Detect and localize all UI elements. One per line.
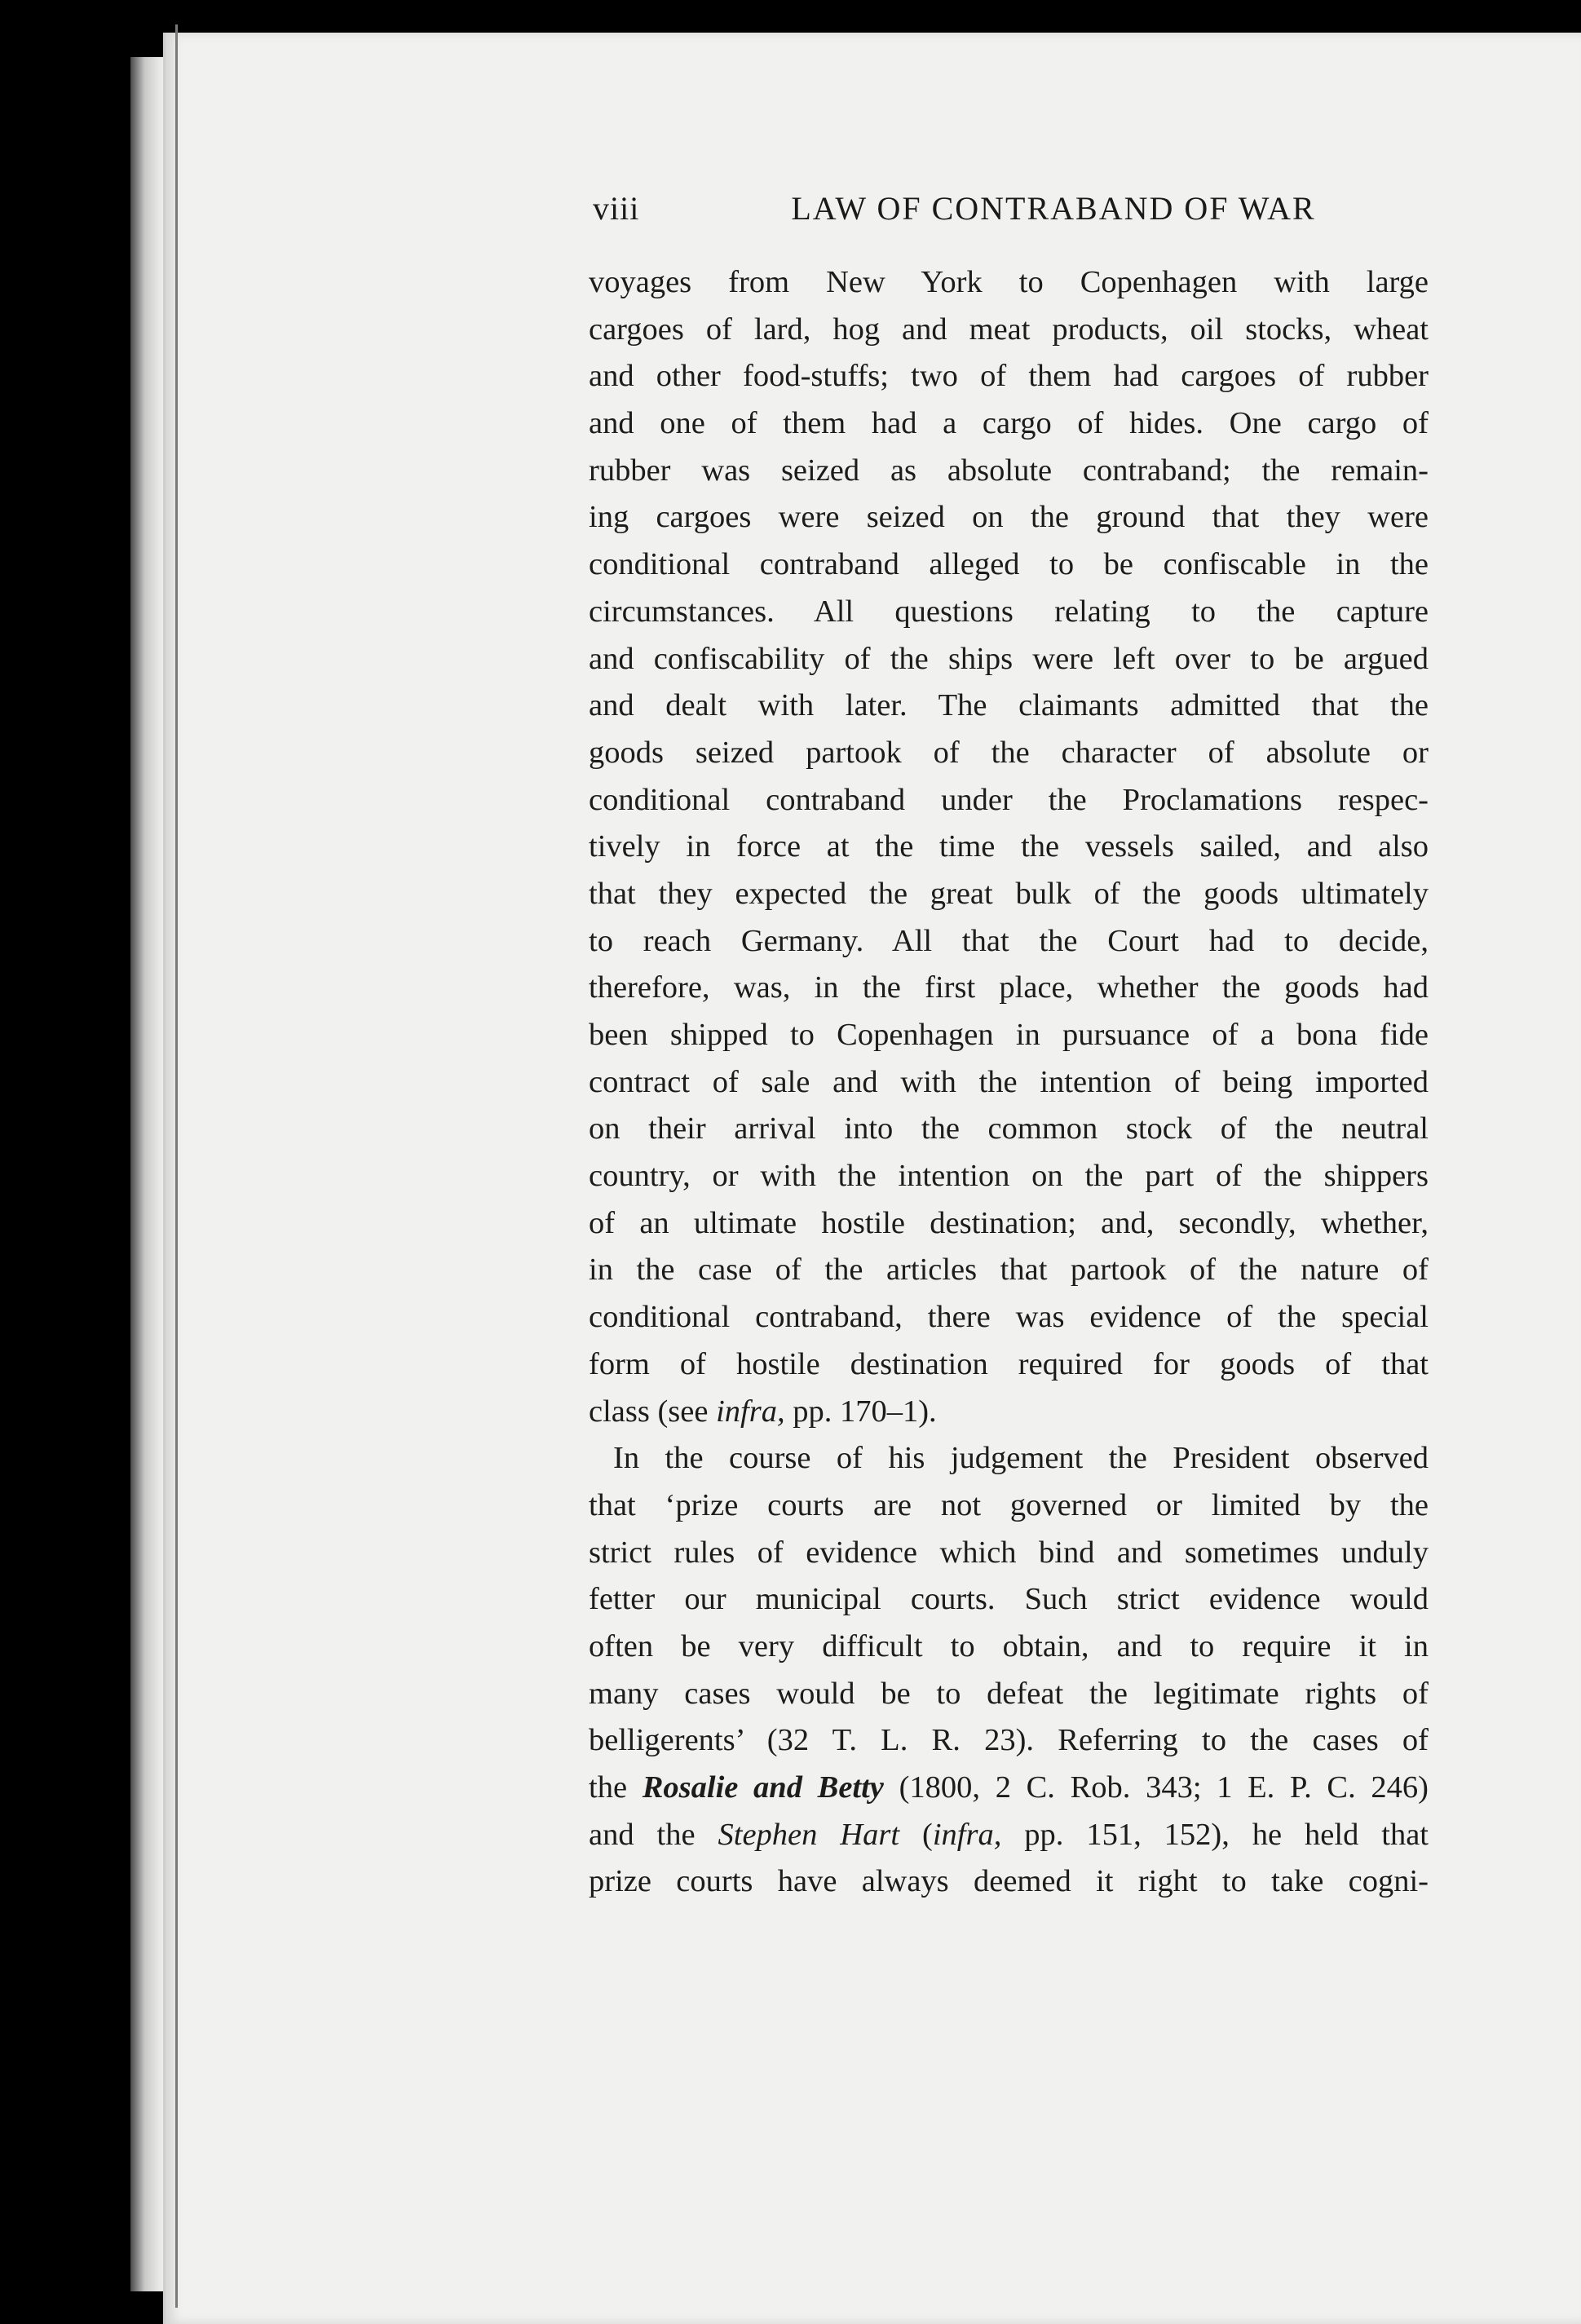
text-run: pp. 170–1). [784,1394,937,1429]
case-name-rosalie-and-betty: Rosalie and Betty [642,1770,884,1805]
text-run: the [589,1770,643,1805]
text-line: contract of sale and with the intention of being imported [589,1064,1429,1099]
paragraph-1 [589,259,1429,1435]
text-line: therefore, was, in the first place, whether the goods had [589,970,1429,1005]
text-line: fetter our municipal courts. Such strict evidence would [589,1582,1429,1617]
text-line: conditional contraband, there was evidence of the special [589,1300,1429,1335]
page-number: viii [593,190,640,227]
text-line: and one of them had a cargo of hides. One cargo of [589,406,1429,441]
text-line: circumstances. All questions relating to the capture [589,594,1429,629]
text-line: form of hostile destination required for goods of that [589,1346,1429,1381]
page-gutter-line [175,24,178,2308]
text-line: ing cargoes were seized on the ground that they were [589,500,1429,535]
text-line: strict rules of evidence which bind and sometimes unduly [589,1535,1429,1570]
text-line-last [589,1389,1429,1436]
text-line: voyages from New York to Copenhagen with large [589,265,1429,299]
text-line: of an ultimate hostile destination; and, secondly, whether, [589,1205,1429,1240]
text-run: pp. 151, 152), he held that [1001,1817,1429,1852]
text-line: many cases would be to defeat the legitimate rights of [589,1676,1429,1711]
text-line: that ‘prize courts are not governed or limited by the [589,1487,1429,1522]
running-title: LAW OF CONTRABAND OF WAR [791,190,1316,227]
italic-run: infra, [932,1817,1002,1852]
text-run: ( [899,1817,933,1852]
paragraph-2 [589,1435,1429,1906]
text-line: cargoes of lard, hog and meat products, oil stocks, wheat [589,311,1429,347]
text-line: country, or with the intention on the part of the shippers [589,1159,1429,1194]
text-line: and dealt with later. The claimants admitted that the [589,688,1429,723]
text-run: class (see [589,1394,717,1429]
text-line: and other food-stuffs; two of them had cargoes of rubber [589,359,1429,394]
body-text [589,259,1429,1906]
case-name-stephen-hart: Stephen Hart [718,1817,900,1852]
page-edge-shadow [130,57,166,2291]
text-line: in the case of the articles that partook of the nature of [589,1253,1429,1288]
text-line: belligerents’ (32 T. L. R. 23). Referring to the cases of [589,1723,1429,1758]
text-line: that they expected the great bulk of the goods ultimately [589,876,1429,911]
text-line: conditional contraband under the Proclamations respec- [589,782,1429,817]
running-head [593,189,1416,238]
text-line: goods seized partook of the character of absolute or [589,735,1429,770]
text-line: prize courts have always deemed it right to take cogni- [589,1864,1429,1899]
text-line: been shipped to Copenhagen in pursuance of a bona fide [589,1018,1429,1052]
text-line: conditional contraband alleged to be confiscable in the [589,547,1429,582]
text-line: on their arrival into the common stock of the neutral [589,1111,1429,1147]
text-line [589,1765,1429,1812]
text-line: to reach Germany. All that the Court had to decide, [589,923,1429,958]
text-line: often be very difficult to obtain, and to require it in [589,1628,1429,1663]
text-line: and confiscability of the ships were left over to be argued [589,641,1429,676]
text-line: rubber was seized as absolute contraband; the remain- [589,453,1429,488]
text-run: (1800, 2 C. Rob. 343; 1 E. P. C. 246) [883,1770,1429,1805]
italic-run: infra, [716,1394,785,1429]
text-run: and the [589,1817,718,1852]
text-line-first: In the course of his judgement the President observed [613,1441,1429,1476]
text-line: tively in force at the time the vessels sailed, and also [589,829,1429,864]
text-line [589,1812,1429,1859]
